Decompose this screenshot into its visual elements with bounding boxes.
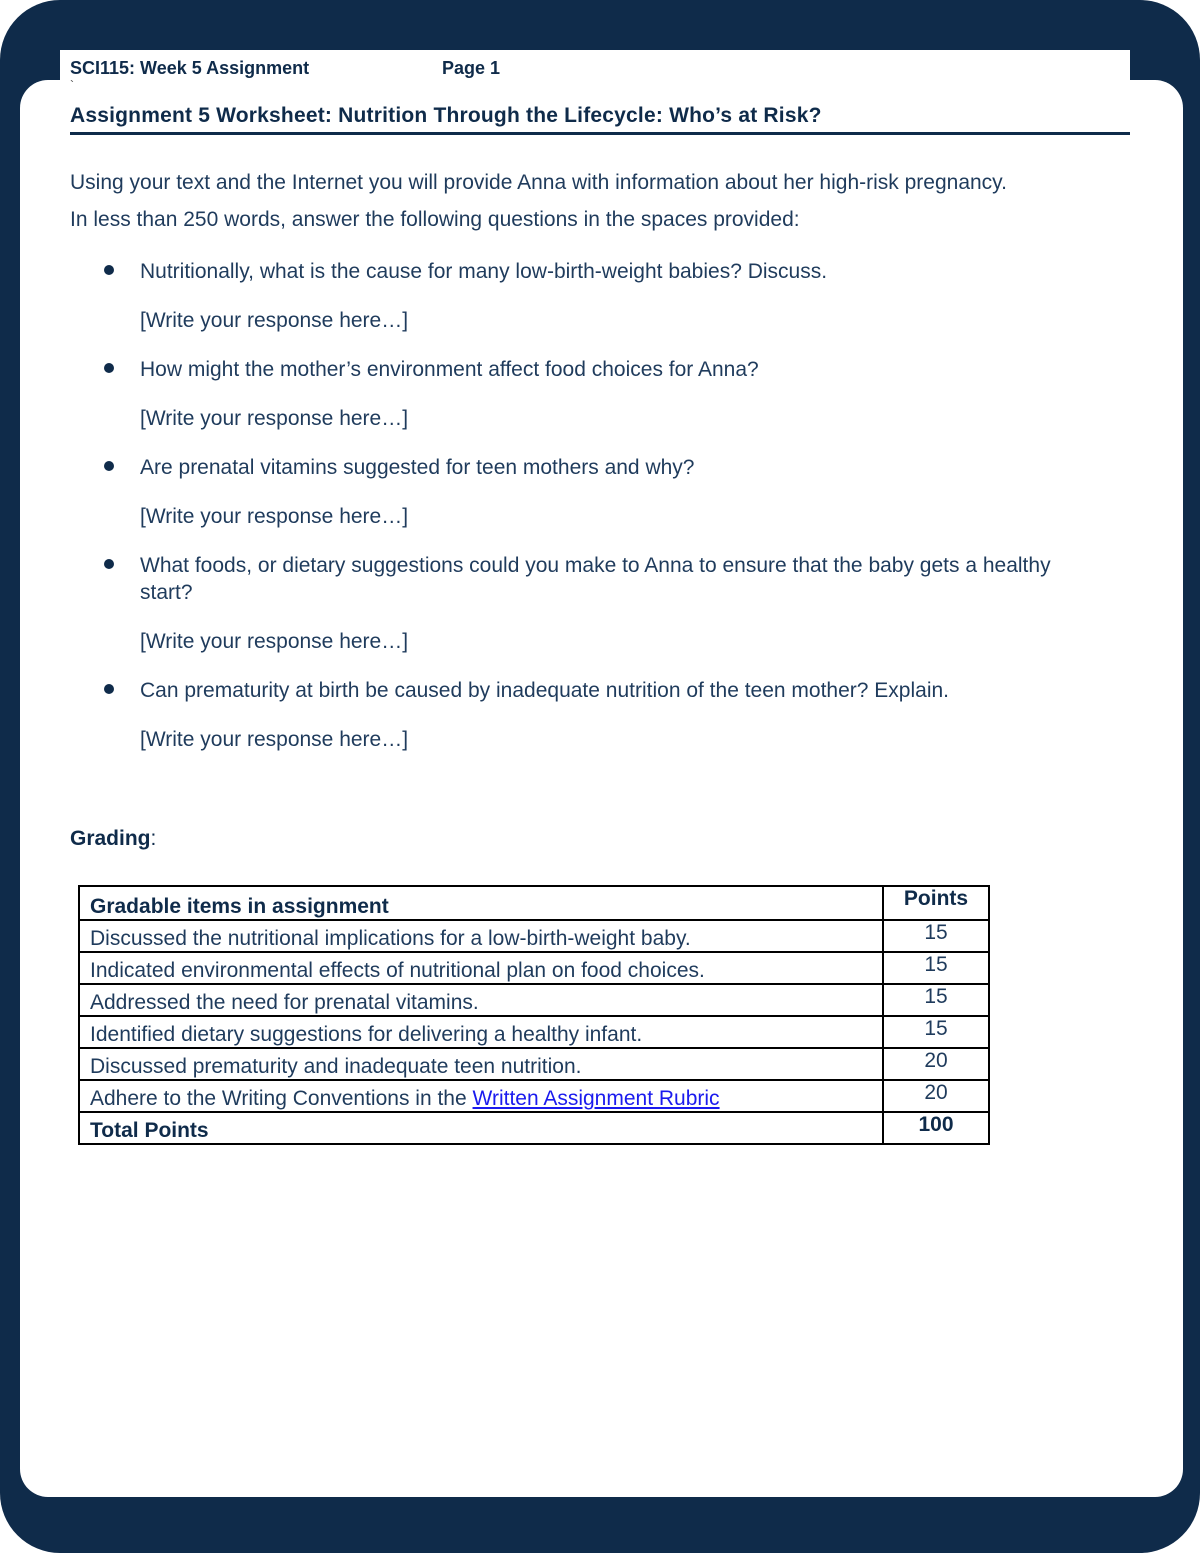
grade-item: Indicated environmental effects of nutritional plan on food choices. — [79, 952, 883, 984]
total-row — [79, 1112, 989, 1144]
grade-points: 15 — [883, 920, 989, 952]
intro-line-2: In less than 250 words, answer the following questions in the spaces provided: — [70, 208, 800, 231]
question-text: Nutritionally, what is the cause for many low-birth-weight babies? Discuss. — [140, 260, 828, 283]
table-row — [79, 952, 989, 984]
table-row — [79, 984, 989, 1016]
question-text: How might the mother’s environment affect food choices for Anna? — [140, 358, 759, 381]
question-item — [70, 552, 1120, 655]
response-placeholder[interactable]: [Write your response here…] — [140, 309, 409, 332]
table-row — [79, 1016, 989, 1048]
total-label: Total Points — [79, 1112, 883, 1144]
stray-mark: ` — [70, 78, 74, 92]
grade-item: Discussed prematurity and inadequate teen nutrition. — [79, 1048, 883, 1080]
bullet-icon — [104, 363, 114, 373]
question-list — [70, 258, 1120, 775]
header-points: Points — [883, 886, 989, 920]
bullet-icon — [104, 684, 114, 694]
grade-item: Discussed the nutritional implications for a low-birth-weight baby. — [79, 920, 883, 952]
header-gradable-items: Gradable items in assignment — [79, 886, 883, 920]
grade-points: 15 — [883, 984, 989, 1016]
grading-label: Grading — [70, 827, 151, 850]
rubric-link[interactable]: Written Assignment Rubric — [472, 1087, 720, 1110]
grade-points: 15 — [883, 1016, 989, 1048]
question-item — [70, 258, 1120, 334]
response-placeholder[interactable]: [Write your response here…] — [140, 728, 409, 751]
grading-colon: : — [150, 827, 157, 850]
bullet-icon — [104, 461, 114, 471]
table-row — [79, 920, 989, 952]
grade-points: 20 — [883, 1080, 989, 1112]
grade-points: 20 — [883, 1048, 989, 1080]
response-placeholder[interactable]: [Write your response here…] — [140, 505, 409, 528]
header-course: SCI115: Week 5 Assignment — [70, 58, 310, 78]
header-page-number: Page 1 — [442, 58, 501, 78]
table-row — [79, 1080, 989, 1112]
grade-points: 15 — [883, 952, 989, 984]
intro-line-1: Using your text and the Internet you will provide Anna with information about her high-risk pregnancy. — [70, 171, 1007, 194]
total-points: 100 — [883, 1112, 989, 1144]
question-text: Are prenatal vitamins suggested for teen mothers and why? — [140, 456, 695, 479]
question-item — [70, 356, 1120, 432]
bullet-icon — [104, 265, 114, 275]
grading-heading — [70, 827, 156, 851]
intro-paragraph — [70, 164, 1140, 238]
grading-table — [78, 885, 990, 1145]
response-placeholder[interactable]: [Write your response here…] — [140, 407, 409, 430]
grade-item: Addressed the need for prenatal vitamins. — [79, 984, 883, 1016]
question-text: What foods, or dietary suggestions could you make to Anna to ensure that the baby gets a healthy start? — [140, 554, 1051, 604]
question-item — [70, 454, 1120, 530]
writing-prefix: Adhere to the Writing Conventions in the — [90, 1087, 473, 1110]
grade-item: Identified dietary suggestions for delivering a healthy infant. — [79, 1016, 883, 1048]
bullet-icon — [104, 559, 114, 569]
response-placeholder[interactable]: [Write your response here…] — [140, 630, 409, 653]
page-title: Assignment 5 Worksheet: Nutrition Through the Lifecycle: Who’s at Risk? — [70, 104, 1130, 135]
grade-item-writing — [79, 1080, 883, 1112]
question-text: Can prematurity at birth be caused by inadequate nutrition of the teen mother? Explain. — [140, 679, 949, 702]
question-item — [70, 677, 1120, 753]
table-row — [79, 1048, 989, 1080]
table-header-row — [79, 886, 989, 920]
